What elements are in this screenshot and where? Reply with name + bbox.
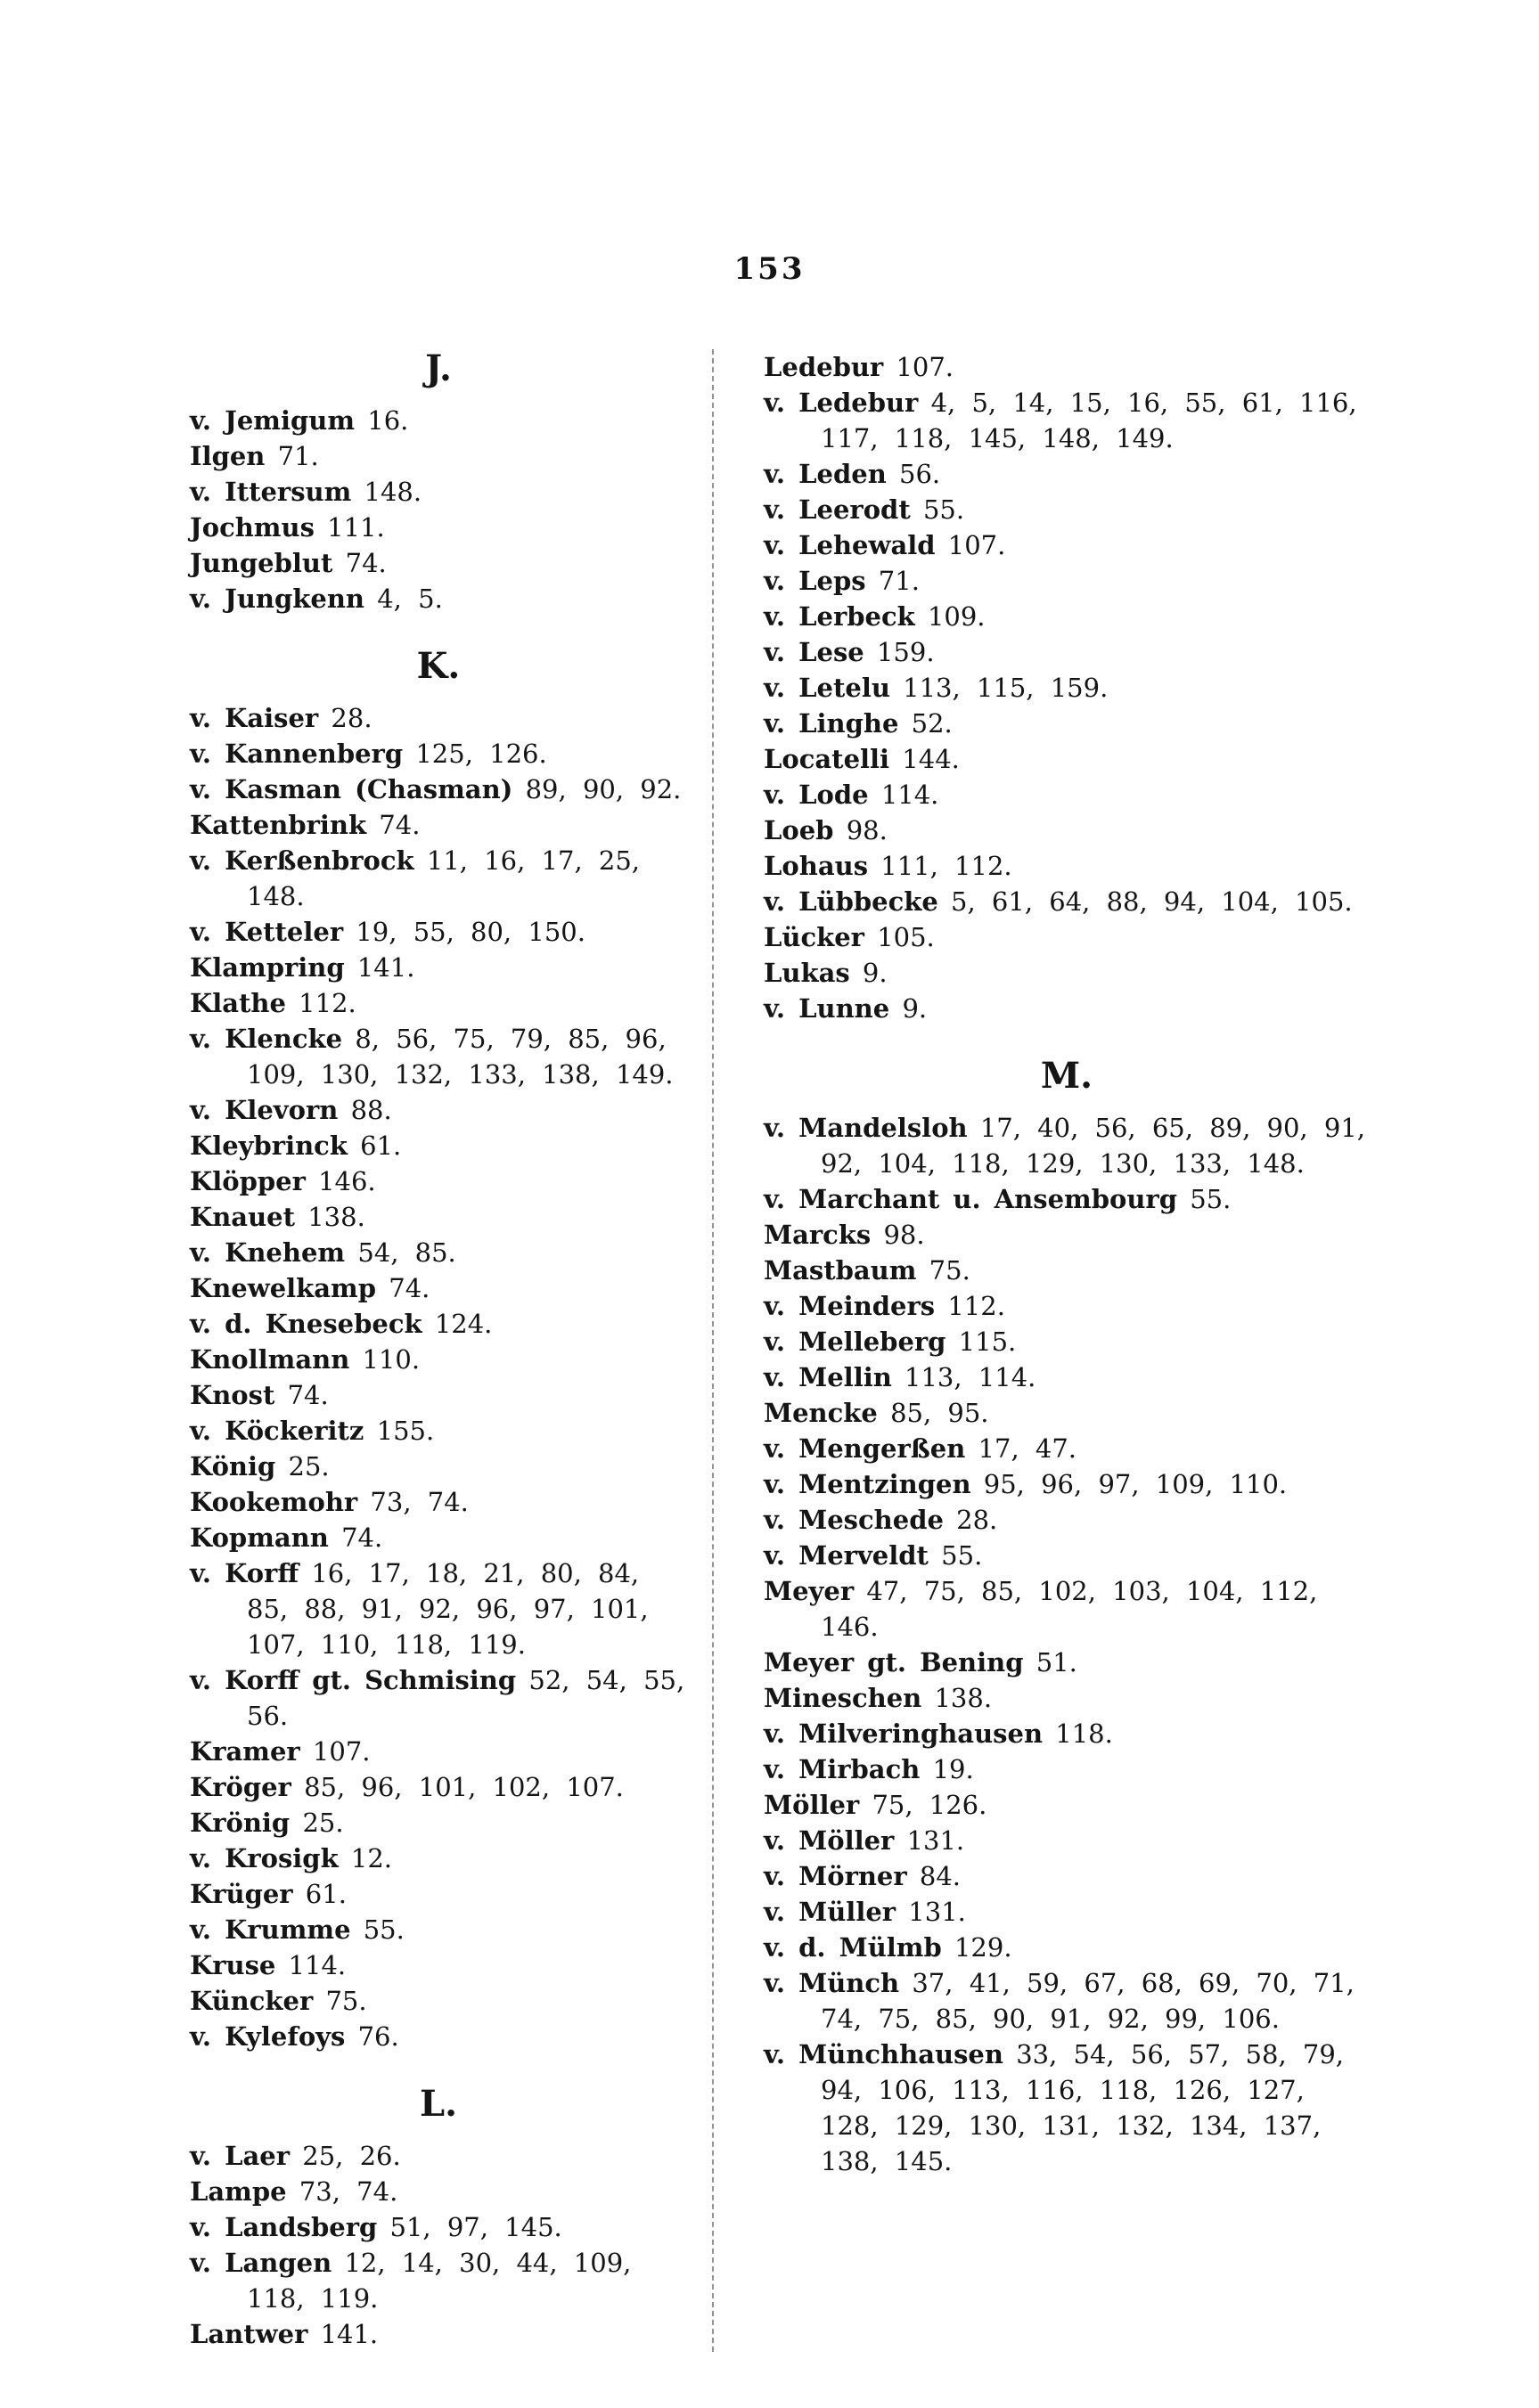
index-entry: [190, 1413, 687, 1449]
index-entry: [764, 884, 1370, 919]
entry-name: v. Müller: [764, 1897, 896, 1927]
entry-name: v. Kannenberg: [190, 739, 404, 769]
index-entry: [764, 1930, 1370, 1965]
entry-name: v. Krumme: [190, 1914, 351, 1945]
entry-pages: 124.: [434, 1309, 493, 1339]
entry-pages: 25.: [288, 1451, 330, 1482]
index-entry: [764, 1573, 1370, 1645]
entry-name: Meyer: [764, 1576, 855, 1606]
entry-name: Lampe: [190, 2176, 287, 2207]
index-entry: [764, 1502, 1370, 1538]
index-entry: [764, 1680, 1370, 1716]
entry-name: v. Mellin: [764, 1362, 892, 1392]
index-entry: [764, 1288, 1370, 1324]
entry-pages: 74.: [287, 1380, 329, 1410]
entry-pages: 98.: [846, 815, 888, 845]
entry-pages: 61.: [305, 1879, 347, 1909]
entry-pages: 75.: [929, 1255, 970, 1286]
section-letter: K.: [416, 645, 461, 687]
index-entry: [764, 1110, 1370, 1181]
entry-name: v. Kasman (Chasman): [190, 774, 513, 804]
entry-pages: 33, 54, 56, 57, 58, 79, 94, 106, 113, 116, 118, 126, 127, 128, 129, 130, 131, 132, 134, 137, 138, 145.: [821, 2039, 1344, 2176]
entry-name: v. Landsberg: [190, 2212, 378, 2242]
index-entry: [190, 1377, 687, 1413]
entry-name: Möller: [764, 1790, 860, 1820]
entry-pages: 118.: [1055, 1718, 1113, 1749]
entry-name: v. Kylefoys: [190, 2021, 346, 2052]
index-entry: [190, 510, 687, 545]
entry-pages: 9.: [862, 958, 888, 988]
index-entry: [190, 1912, 687, 1947]
entry-pages: 74.: [389, 1273, 430, 1303]
entry-name: v. Lode: [764, 780, 869, 810]
entry-name: v. Lerbeck: [764, 601, 915, 632]
index-entry: [190, 1876, 687, 1912]
entry-pages: 52, 54, 55, 56.: [247, 1665, 685, 1731]
entry-name: v. Köckeritz: [190, 1416, 364, 1446]
entry-name: v. d. Knesebeck: [190, 1309, 422, 1339]
section-letter: J.: [425, 347, 452, 389]
page-number: 153: [733, 251, 806, 287]
entry-pages: 125, 126.: [415, 739, 547, 769]
index-entry: [190, 771, 687, 807]
entry-pages: 112.: [299, 988, 356, 1018]
section-letter: M.: [1040, 1055, 1093, 1097]
entry-pages: 107.: [947, 530, 1006, 560]
index-entry: [190, 2209, 687, 2245]
entry-pages: 114.: [880, 780, 939, 810]
entry-name: v. Mengerßen: [764, 1433, 966, 1464]
index-entry: [764, 1751, 1370, 1787]
entry-pages: 138.: [307, 1202, 365, 1232]
index-entry: [764, 1181, 1370, 1217]
index-entry: [190, 2245, 687, 2316]
entry-name: v. Klencke: [190, 1024, 343, 1054]
index-entry: [764, 492, 1370, 527]
entry-name: v. Mentzingen: [764, 1469, 971, 1499]
index-entry: [764, 1965, 1370, 2037]
entry-name: v. Lunne: [764, 993, 890, 1024]
entry-pages: 5, 61, 64, 88, 94, 104, 105.: [951, 886, 1353, 917]
entry-name: v. Melleberg: [764, 1326, 946, 1357]
entry-name: Jungeblut: [190, 548, 333, 578]
index-entry: [764, 1538, 1370, 1573]
index-entry: [764, 349, 1370, 385]
entry-pages: 84.: [919, 1861, 962, 1891]
index-entry: [190, 1092, 687, 1128]
entry-pages: 144.: [902, 744, 960, 774]
index-entry: [764, 812, 1370, 848]
entry-pages: 159.: [876, 637, 935, 667]
index-entry: [190, 1947, 687, 1983]
index-entry: [190, 2316, 687, 2352]
entry-name: Lücker: [764, 922, 864, 952]
entry-pages: 56.: [899, 459, 941, 489]
index-entry: [764, 1395, 1370, 1431]
entry-name: v. Leps: [764, 566, 866, 596]
entry-pages: 28.: [331, 703, 372, 733]
entry-pages: 131.: [908, 1897, 966, 1927]
entry-pages: 113, 115, 159.: [903, 673, 1109, 703]
entry-name: Mineschen: [764, 1683, 922, 1713]
entry-name: Locatelli: [764, 744, 890, 774]
entry-pages: 55.: [363, 1914, 405, 1945]
entry-name: Knauet: [190, 1202, 296, 1232]
entry-pages: 73, 74.: [299, 2176, 398, 2207]
index-entry: [190, 1555, 687, 1662]
entry-name: Kleybrinck: [190, 1131, 348, 1161]
entry-name: Lantwer: [190, 2319, 308, 2349]
entry-name: Loeb: [764, 815, 834, 845]
entry-name: König: [190, 1451, 276, 1482]
entry-name: v. Knehem: [190, 1237, 346, 1268]
entry-pages: 75, 126.: [872, 1790, 987, 1820]
entry-pages: 54, 85.: [357, 1237, 456, 1268]
index-entry: [764, 1858, 1370, 1894]
entry-pages: 51, 97, 145.: [389, 2212, 562, 2242]
entry-pages: 111.: [327, 512, 385, 543]
entry-pages: 74.: [345, 548, 387, 578]
entry-name: v. Milveringhausen: [764, 1718, 1044, 1749]
index-entry: [190, 403, 687, 438]
entry-pages: 155.: [376, 1416, 435, 1446]
entry-pages: 71.: [277, 441, 319, 471]
entry-pages: 74.: [379, 810, 421, 840]
index-entry: [764, 955, 1370, 991]
entry-name: v. Münchhausen: [764, 2039, 1003, 2069]
index-entry: [764, 1466, 1370, 1502]
entry-pages: 71.: [878, 566, 920, 596]
entry-pages: 107.: [312, 1736, 371, 1767]
index-entry: [764, 1787, 1370, 1823]
entry-pages: 112.: [947, 1291, 1005, 1321]
entry-name: v. Laer: [190, 2141, 291, 2171]
entry-pages: 89, 90, 92.: [525, 774, 682, 804]
entry-pages: 98.: [883, 1220, 925, 1250]
index-entry: [190, 1734, 687, 1769]
entry-name: v. Lübbecke: [764, 886, 938, 917]
entry-pages: 55.: [1190, 1184, 1232, 1214]
entry-name: Knost: [190, 1380, 275, 1410]
index-content: [190, 349, 1370, 2352]
entry-pages: 28.: [956, 1505, 998, 1535]
entry-name: v. Meschede: [764, 1505, 944, 1535]
entry-name: Lohaus: [764, 851, 869, 881]
index-entry: [190, 2138, 687, 2174]
entry-pages: 8, 56, 75, 79, 85, 96, 109, 130, 132, 133, 138, 149.: [247, 1024, 674, 1090]
index-entry: [190, 2174, 687, 2209]
entry-name: v. Ledebur: [764, 388, 919, 418]
entry-name: v. Meinders: [764, 1291, 936, 1321]
entry-name: Kramer: [190, 1736, 300, 1767]
entry-pages: 9.: [902, 993, 928, 1024]
entry-pages: 95, 96, 97, 109, 110.: [983, 1469, 1288, 1499]
entry-name: Kruse: [190, 1950, 276, 1980]
entry-pages: 129.: [954, 1932, 1012, 1963]
index-entry: [764, 456, 1370, 492]
entry-pages: 11, 16, 17, 25, 148.: [247, 845, 641, 911]
entry-pages: 4, 5, 14, 15, 16, 55, 61, 116, 117, 118, 145, 148, 149.: [821, 388, 1357, 453]
index-entry: [764, 1253, 1370, 1288]
index-entry: [190, 736, 687, 771]
index-entry: [190, 1520, 687, 1555]
entry-pages: 113, 114.: [905, 1362, 1036, 1392]
index-entry: [764, 634, 1370, 670]
entry-pages: 88.: [350, 1095, 392, 1125]
index-entry: [764, 2037, 1370, 2179]
index-entry: [764, 1716, 1370, 1751]
column-left: [190, 349, 687, 2352]
entry-pages: 51.: [1036, 1647, 1077, 1677]
entry-pages: 4, 5.: [377, 584, 443, 614]
entry-pages: 73, 74.: [370, 1487, 469, 1517]
index-entry: [764, 741, 1370, 777]
entry-name: v. Leden: [764, 459, 887, 489]
index-entry: [190, 1342, 687, 1377]
entry-name: Klathe: [190, 988, 286, 1018]
entry-name: Kattenbrink: [190, 810, 367, 840]
entry-name: Klöpper: [190, 1166, 306, 1196]
index-entry: [190, 914, 687, 950]
index-entry: [764, 848, 1370, 884]
entry-pages: 141.: [356, 952, 415, 983]
entry-name: Klampring: [190, 952, 345, 983]
index-entry: [190, 545, 687, 581]
entry-name: v. Münch: [764, 1968, 900, 1998]
entry-pages: 75.: [325, 1986, 367, 2016]
entry-pages: 131.: [906, 1825, 965, 1856]
index-entry: [764, 1359, 1370, 1395]
entry-pages: 17, 47.: [978, 1433, 1077, 1464]
entry-name: v. Lese: [764, 637, 864, 667]
entry-name: Lukas: [764, 958, 850, 988]
entry-name: v. d. Mülmb: [764, 1932, 942, 1963]
column-right: [714, 349, 1370, 2179]
entry-pages: 74.: [341, 1522, 383, 1553]
entry-pages: 19.: [932, 1754, 974, 1784]
entry-pages: 17, 40, 56, 65, 89, 90, 91, 92, 104, 118, 129, 130, 133, 148.: [821, 1113, 1365, 1179]
entry-name: Knewelkamp: [190, 1273, 377, 1303]
entry-pages: 115.: [958, 1326, 1017, 1357]
entry-pages: 16.: [367, 405, 409, 436]
entry-name: Ledebur: [764, 352, 884, 382]
index-entry: [764, 1324, 1370, 1359]
entry-pages: 85, 95.: [890, 1398, 989, 1428]
entry-name: v. Jungkenn: [190, 584, 365, 614]
entry-name: v. Krosigk: [190, 1843, 339, 1873]
entry-name: v. Jemigum: [190, 405, 356, 436]
index-entry: [190, 438, 687, 474]
index-entry: [190, 950, 687, 985]
entry-name: Meyer gt. Bening: [764, 1647, 1024, 1677]
entry-pages: 25, 26.: [302, 2141, 401, 2171]
entry-pages: 85, 96, 101, 102, 107.: [304, 1772, 624, 1802]
entry-name: v. Korff gt. Schmising: [190, 1665, 517, 1695]
index-entry: [764, 1217, 1370, 1253]
index-entry: [190, 1769, 687, 1805]
index-entry: [190, 1449, 687, 1484]
entry-pages: 16, 17, 18, 21, 80, 84, 85, 88, 91, 92, 96, 97, 101, 107, 110, 118, 119.: [247, 1558, 649, 1660]
entry-name: v. Korff: [190, 1558, 299, 1588]
entry-name: Krüger: [190, 1879, 293, 1909]
entry-name: v. Mörner: [764, 1861, 907, 1891]
index-entry: [190, 1128, 687, 1163]
index-entry: [190, 1199, 687, 1235]
entry-pages: 76.: [357, 2021, 399, 2052]
index-entry: [764, 599, 1370, 634]
index-entry: [190, 474, 687, 510]
entry-name: Jochmus: [190, 512, 315, 543]
index-entry: [190, 1235, 687, 1270]
index-entry: [190, 581, 687, 616]
entry-name: Mencke: [764, 1398, 878, 1428]
entry-pages: 109.: [927, 601, 986, 632]
index-entry: [190, 1306, 687, 1342]
index-entry: [190, 1021, 687, 1092]
index-entry: [190, 2019, 687, 2054]
entry-name: v. Kaiser: [190, 703, 319, 733]
entry-name: v. Mirbach: [764, 1754, 921, 1784]
entry-name: v. Linghe: [764, 708, 899, 739]
entry-pages: 148.: [364, 477, 422, 507]
index-entry: [190, 1983, 687, 2019]
index-entry: [764, 1894, 1370, 1930]
entry-name: Ilgen: [190, 441, 266, 471]
entry-name: v. Langen: [190, 2248, 332, 2278]
entry-pages: 105.: [877, 922, 935, 952]
index-entry: [764, 777, 1370, 812]
index-entry: [190, 1662, 687, 1734]
index-entry: [190, 1841, 687, 1876]
index-entry: [764, 1645, 1370, 1680]
entry-name: v. Klevorn: [190, 1095, 339, 1125]
entry-pages: 114.: [288, 1950, 347, 1980]
index-entry: [764, 670, 1370, 706]
index-entry: [764, 563, 1370, 599]
index-entry: [190, 700, 687, 736]
index-entry: [764, 991, 1370, 1026]
entry-name: Küncker: [190, 1986, 314, 2016]
entry-name: v. Letelu: [764, 673, 890, 703]
entry-pages: 25.: [302, 1808, 344, 1838]
entry-name: Kröger: [190, 1772, 291, 1802]
index-entry: [190, 807, 687, 843]
index-entry: [190, 1805, 687, 1841]
entry-name: v. Marchant u. Ansembourg: [764, 1184, 1177, 1214]
index-entry: [764, 1823, 1370, 1858]
index-entry: [764, 385, 1370, 456]
entry-pages: 19, 55, 80, 150.: [356, 917, 585, 947]
index-entry: [190, 985, 687, 1021]
index-entry: [190, 1484, 687, 1520]
entry-pages: 146.: [318, 1166, 376, 1196]
index-entry: [764, 1431, 1370, 1466]
entry-name: v. Möller: [764, 1825, 895, 1856]
entry-name: Krönig: [190, 1808, 291, 1838]
entry-name: v. Merveldt: [764, 1540, 929, 1571]
index-entry: [190, 1270, 687, 1306]
entry-pages: 107.: [896, 352, 954, 382]
index-entry: [764, 919, 1370, 955]
index-entry: [190, 843, 687, 914]
entry-pages: 47, 75, 85, 102, 103, 104, 112, 146.: [821, 1576, 1318, 1642]
entry-pages: 141.: [320, 2319, 379, 2349]
entry-name: Mastbaum: [764, 1255, 917, 1286]
entry-name: v. Ketteler: [190, 917, 344, 947]
index-entry: [190, 1163, 687, 1199]
entry-pages: 110.: [362, 1344, 421, 1375]
entry-pages: 111, 112.: [880, 851, 1012, 881]
entry-name: v. Lehewald: [764, 530, 936, 560]
index-entry: [764, 527, 1370, 563]
entry-pages: 55.: [941, 1540, 983, 1571]
entry-name: v. Leerodt: [764, 494, 911, 525]
section-letter: L.: [419, 2083, 458, 2125]
entry-name: Kookemohr: [190, 1487, 358, 1517]
index-entry: [764, 706, 1370, 741]
entry-name: Knollmann: [190, 1344, 350, 1375]
entry-name: Marcks: [764, 1220, 872, 1250]
entry-pages: 55.: [922, 494, 965, 525]
entry-name: v. Ittersum: [190, 477, 352, 507]
entry-pages: 61.: [360, 1131, 402, 1161]
entry-name: v. Kerßenbrock: [190, 845, 414, 876]
entry-name: Kopmann: [190, 1522, 329, 1553]
entry-name: v. Mandelsloh: [764, 1113, 968, 1143]
entry-pages: 12.: [350, 1843, 393, 1873]
entry-pages: 37, 41, 59, 67, 68, 69, 70, 71, 74, 75, 85, 90, 91, 92, 99, 106.: [821, 1968, 1355, 2034]
entry-pages: 52.: [911, 708, 953, 739]
entry-pages: 12, 14, 30, 44, 109, 118, 119.: [247, 2248, 632, 2314]
entry-pages: 138.: [934, 1683, 993, 1713]
